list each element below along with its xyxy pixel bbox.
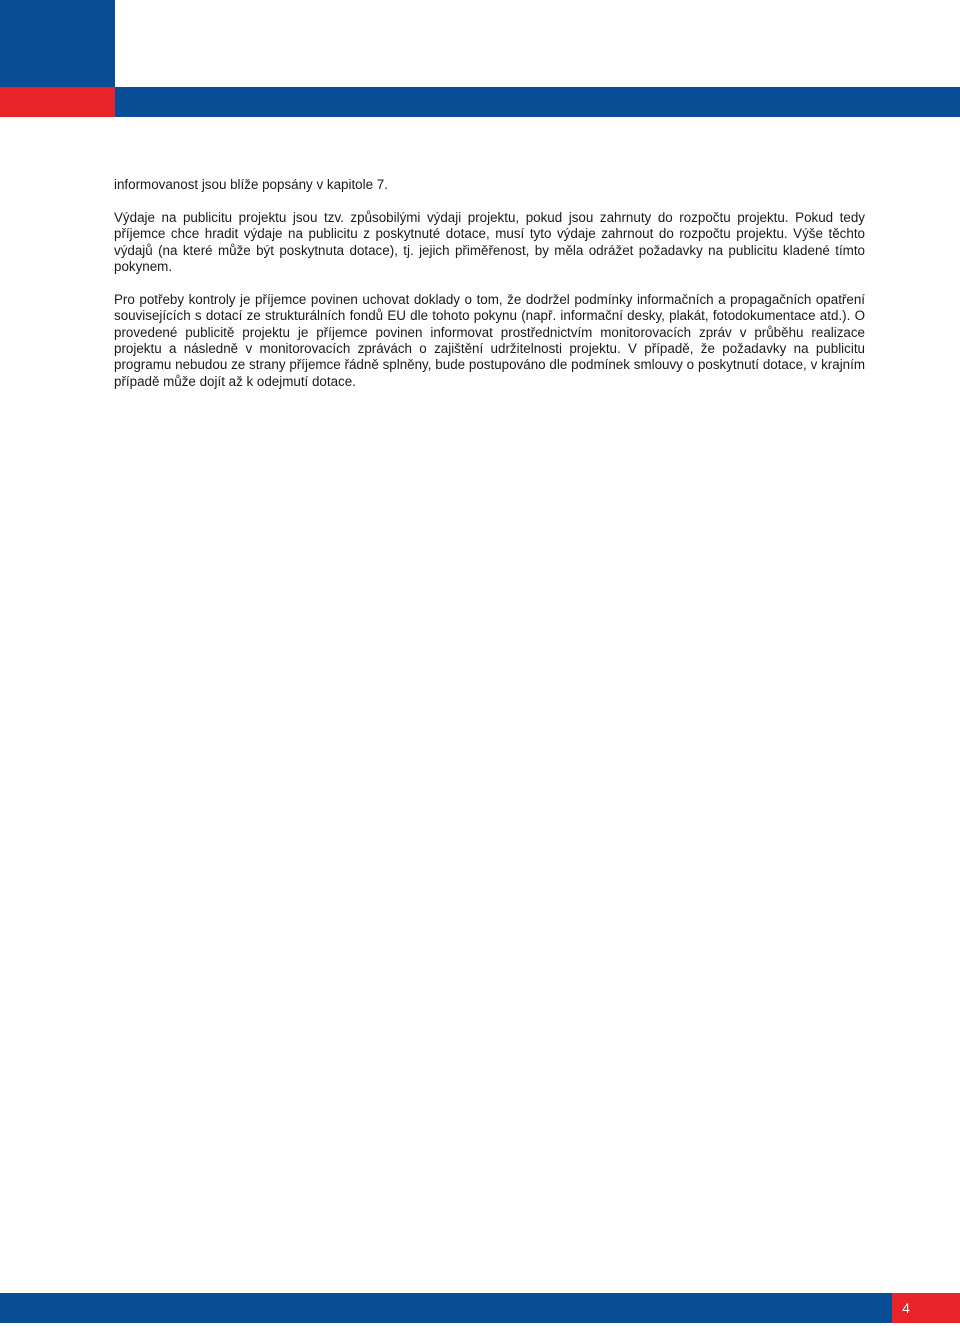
header-blue-stripe — [115, 87, 960, 117]
paragraph-publicity-expenses: Výdaje na publicitu projektu jsou tzv. způsobilými výdaji projektu, pokud jsou zahrnuty do rozpočtu projektu. Pokud tedy příjemce chce hradit výdaje na publicitu z poskytnuté dotace, musí tyto výdaje zahrnout do rozpočtu projektu. Výše těchto výdajů (na které může být poskytnuta dotace), tj. jejich přiměřenost, by měla odrážet požadavky na publicitu kladené tímto pokynem. — [114, 209, 865, 275]
document-body — [114, 177, 865, 407]
footer-blue-stripe — [0, 1293, 892, 1323]
footer-red-block — [892, 1293, 960, 1323]
paragraph-control-obligations: Pro potřeby kontroly je příjemce povinen uchovat doklady o tom, že dodržel podmínky informačních a propagačních opatření souvisejících s dotací ze strukturálních fondů EU dle tohoto pokynu (např. informační desky, plakát, fotodokumentace atd.). O provedené publicitě projektu je příjemce povinen informovat prostřednictvím monitorovacích zpráv v průběhu realizace projektu a následně v monitorovacích zprávách o zajištění udržitelnosti projektu. V případě, že požadavky na publicitu programu nebudou ze strany příjemce řádně splněny, bude postupováno dle podmínek smlouvy o poskytnutí dotace, v krajním případě může dojít až k odejmutí dotace. — [114, 291, 865, 389]
page-header-band — [0, 0, 960, 117]
header-blue-block — [0, 0, 115, 87]
page-number: 4 — [902, 1300, 910, 1316]
paragraph-chapter-reference: informovanost jsou blíže popsány v kapitole 7. — [114, 177, 388, 192]
page-footer-band — [0, 1293, 960, 1323]
header-red-block — [0, 87, 115, 117]
